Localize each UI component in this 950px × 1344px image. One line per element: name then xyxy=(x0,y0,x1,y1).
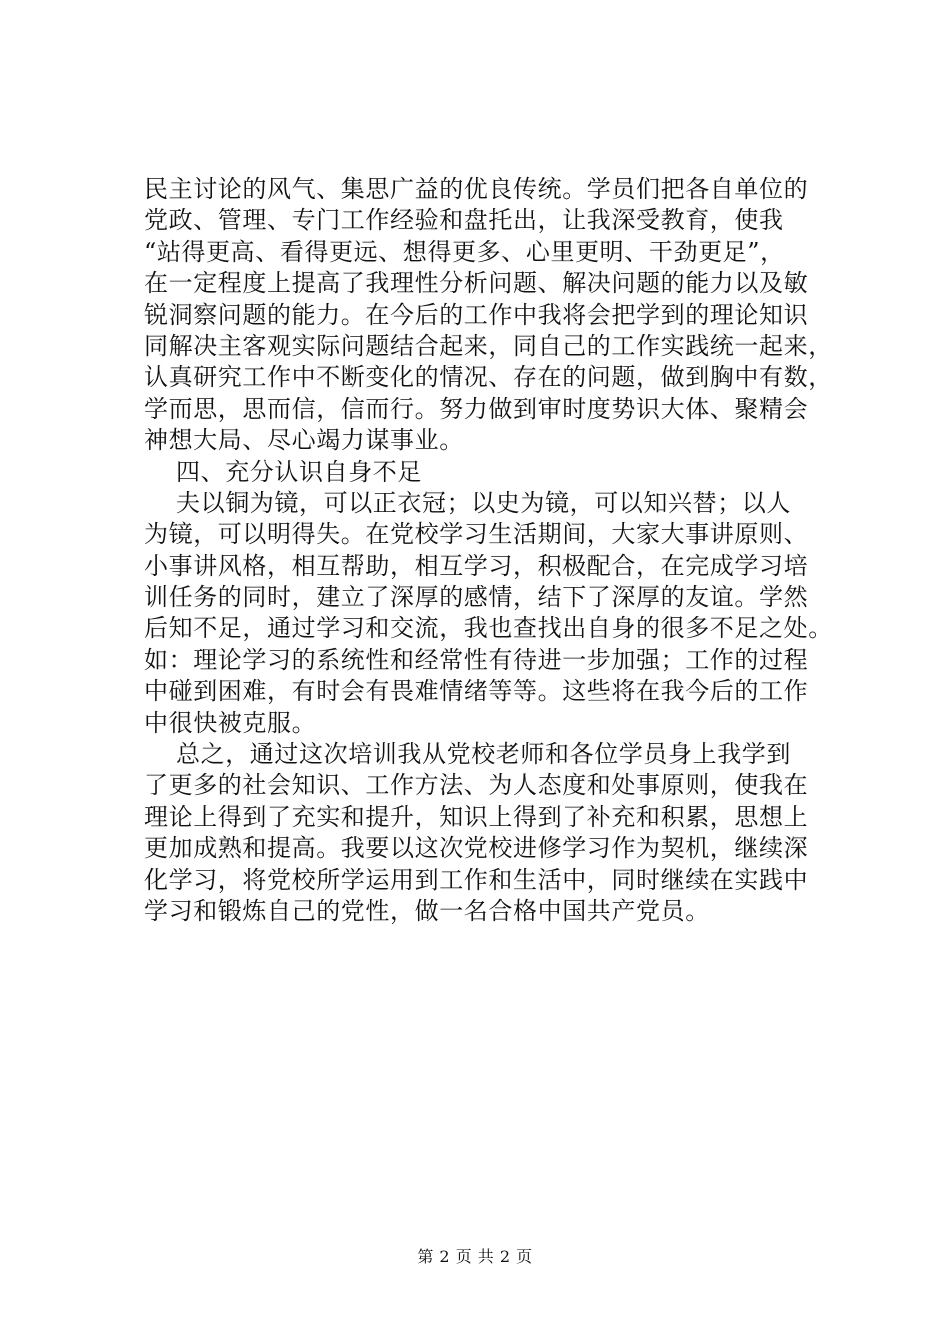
body-line: 锐洞察问题的能力。在今后的工作中我将会把学到的理论知识 xyxy=(144,300,809,329)
page-number: 第 2 页 共 2 页 xyxy=(417,1247,533,1266)
body-line: 训任务的同时，建立了深厚的感情，结下了深厚的友谊。学然 xyxy=(144,583,809,612)
body-line: “站得更高、看得更远、想得更多、心里更明、干劲更足”， xyxy=(144,237,785,266)
body-line: 同解决主客观实际问题结合起来，同自己的工作实践统一起来， xyxy=(144,331,833,360)
body-line: 了更多的社会知识、工作方法、为人态度和处事原则，使我在 xyxy=(144,771,809,800)
body-line: 夫以铜为镜，可以正衣冠；以史为镜，可以知兴替；以人 xyxy=(176,488,791,517)
body-line: 认真研究工作中不断变化的情况、存在的问题，做到胸中有数， xyxy=(144,363,833,392)
body-line: 党政、管理、专门工作经验和盘托出，让我深受教育，使我 xyxy=(144,206,784,235)
section-heading: 四、充分认识自身不足 xyxy=(176,457,422,486)
body-line: 中很快被克服。 xyxy=(144,708,317,737)
body-line: 更加成熟和提高。我要以这次党校进修学习作为契机，继续深 xyxy=(144,834,809,863)
body-line: 中碰到困难，有时会有畏难情绪等等。这些将在我今后的工作 xyxy=(144,677,809,706)
body-line: 为镜，可以明得失。在党校学习生活期间，大家大事讲原则、 xyxy=(144,520,809,549)
document-body xyxy=(144,174,844,927)
body-line: 如：理论学习的系统性和经常性有待进一步加强；工作的过程 xyxy=(144,645,809,674)
body-line: 学而思，思而信，信而行。努力做到审时度势识大体、聚精会 xyxy=(144,394,809,423)
body-line: 学习和锻炼自己的党性，做一名合格中国共产党员。 xyxy=(144,896,710,925)
body-line: 后知不足，通过学习和交流，我也查找出自身的很多不足之处。 xyxy=(144,614,833,643)
body-line: 神想大局、尽心竭力谋事业。 xyxy=(144,426,464,455)
body-line: 总之，通过这次培训我从党校老师和各位学员身上我学到 xyxy=(176,740,791,769)
body-line: 民主讨论的风气、集思广益的优良传统。学员们把各自单位的 xyxy=(144,175,809,203)
body-line: 理论上得到了充实和提升，知识上得到了补充和积累，思想上 xyxy=(144,802,809,831)
body-line: 化学习，将党校所学运用到工作和生活中，同时继续在实践中 xyxy=(144,865,809,894)
body-line: 小事讲风格，相互帮助，相互学习，积极配合，在完成学习培 xyxy=(144,551,809,580)
body-line: 在一定程度上提高了我理性分析问题、解决问题的能力以及敏 xyxy=(144,269,809,298)
page-footer xyxy=(0,1244,950,1267)
